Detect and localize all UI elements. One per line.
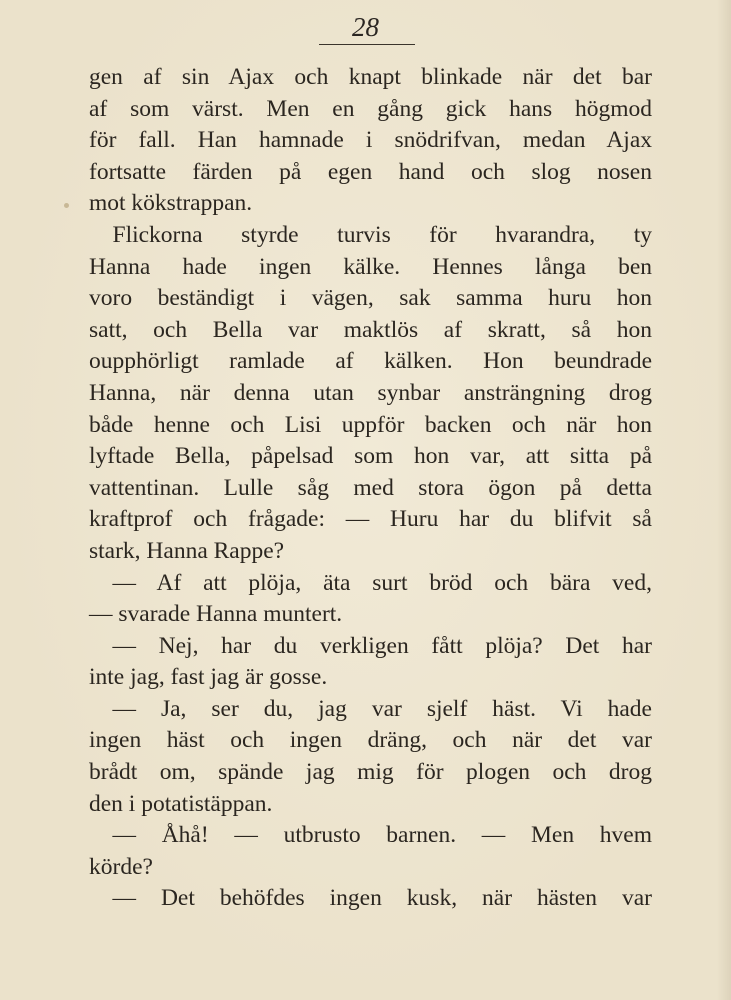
- text-line: [89, 504, 652, 536]
- text-line-content: — Af att plöja, äta surt bröd och bära ved,: [89, 569, 652, 596]
- text-line-content: gen af sin Ajax och knapt blinkade när det bar: [89, 64, 652, 90]
- text-line: [89, 852, 652, 884]
- text-line: [89, 252, 652, 284]
- text-line: [89, 694, 652, 726]
- text-line-content: för fall. Han hamnade i snödrifvan, medan Ajax: [89, 127, 652, 154]
- text-line: [89, 536, 652, 568]
- text-line-content: körde?: [89, 853, 153, 880]
- text-line: [89, 789, 652, 821]
- text-line-content: — Åhå! — utbrusto barnen. — Men hvem: [89, 822, 652, 849]
- text-line: [89, 188, 652, 220]
- text-line-content: fortsatte färden på egen hand och slog nosen: [89, 158, 652, 185]
- text-line: [89, 599, 652, 631]
- text-line-content: vattentinan. Lulle såg med stora ögon på detta: [89, 474, 652, 501]
- text-line-content: oupphörligt ramlade af kälken. Hon beundrade: [89, 348, 652, 375]
- text-line: [89, 378, 652, 410]
- text-line-content: voro beständigt i vägen, sak samma huru hon: [89, 285, 652, 312]
- text-line-content: — Nej, har du verkligen fått plöja? Det har: [89, 632, 652, 659]
- text-line: [89, 220, 652, 252]
- text-line: [89, 62, 652, 94]
- text-line-content: satt, och Bella var maktlös af skratt, så hon: [89, 316, 652, 343]
- text-line: [89, 883, 652, 915]
- text-line: [89, 315, 652, 347]
- text-line-content: inte jag, fast jag är gosse.: [89, 664, 328, 691]
- text-line-content: ingen häst och ingen dräng, och när det var: [89, 727, 652, 754]
- page-header: [0, 12, 731, 42]
- text-line: [89, 662, 652, 694]
- text-line: [89, 568, 652, 600]
- text-line-content: — Ja, ser du, jag var sjelf häst. Vi hade: [89, 695, 652, 722]
- text-line: [89, 125, 652, 157]
- page-edge-shadow: [717, 0, 731, 1000]
- text-line: [89, 725, 652, 757]
- text-line: [89, 757, 652, 789]
- text-line-content: lyftade Bella, påpelsad som hon var, att sitta på: [89, 443, 652, 470]
- header-rule: [319, 44, 415, 45]
- text-line-content: af som värst. Men en gång gick hans högmod: [89, 95, 652, 122]
- text-line: [89, 631, 652, 663]
- text-line: [89, 346, 652, 378]
- text-line: [89, 157, 652, 189]
- text-line-content: Hanna hade ingen kälke. Hennes långa ben: [89, 253, 652, 280]
- text-line: [89, 410, 652, 442]
- paper-speck: [64, 203, 69, 208]
- text-line-content: brådt om, spände jag mig för plogen och drog: [89, 759, 652, 786]
- text-line-content: Flickorna styrde turvis för hvarandra, ty: [89, 221, 652, 248]
- text-line-content: — svarade Hanna muntert.: [89, 601, 343, 628]
- text-line: [89, 820, 652, 852]
- text-line: [89, 473, 652, 505]
- text-line-content: — Det behöfdes ingen kusk, när hästen var: [89, 885, 652, 912]
- text-line: [89, 441, 652, 473]
- text-line-content: mot kökstrappan.: [89, 190, 253, 217]
- text-line: [89, 283, 652, 315]
- text-line-content: den i potatistäppan.: [89, 790, 273, 817]
- text-line-content: stark, Hanna Rappe?: [89, 537, 285, 564]
- text-line-content: kraftprof och frågade: — Huru har du blifvit så: [89, 506, 652, 533]
- page-number: 28: [352, 12, 379, 42]
- text-line-content: både henne och Lisi uppför backen och när hon: [89, 411, 652, 438]
- text-line: [89, 94, 652, 126]
- body-text: [89, 62, 652, 915]
- text-line-content: Hanna, när denna utan synbar ansträngning drog: [89, 379, 652, 406]
